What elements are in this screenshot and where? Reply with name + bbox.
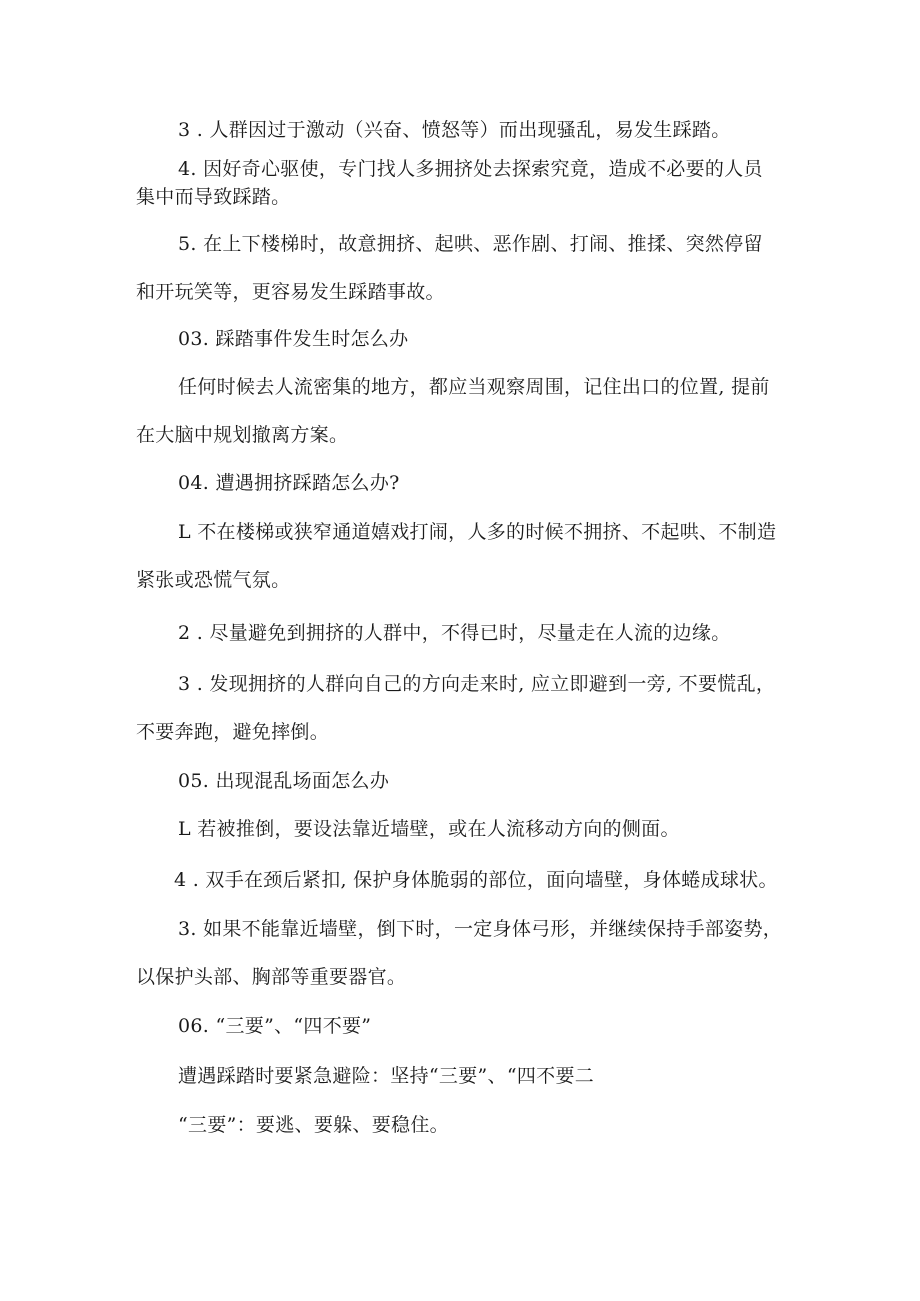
section-05-item-1: L 若被推倒，要设法靠近墙壁，或在人流移动方向的侧面。 (178, 818, 680, 840)
section-06-heading: 06. “三要”、“四不要” (178, 1015, 372, 1037)
section-05-item-3: 3. 如果不能靠近墙壁，倒下时，一定身体弓形，并继续保持手部姿势， (178, 918, 783, 940)
section-05-item-2: 4 . 双手在颈后紧扣, 保护身体脆弱的部位，面向墙壁，身体蜷成球状。 (174, 869, 778, 891)
section-04-heading: 04. 遭遇拥挤踩踏怎么办? (178, 472, 400, 494)
item-4-curiosity: 4. 因好奇心驱使，专门找人多拥挤处去探索究竟，造成不必要的人员 (178, 158, 763, 180)
item-5-stairs: 5. 在上下楼梯时，故意拥挤、起哄、恶作剧、打闹、推揉、突然停留 (178, 233, 763, 255)
item-5-stairs-cont: 和开玩笑等，更容易发生踩踏事故。 (136, 281, 445, 303)
item-4-curiosity-cont: 集中而导致踩踏。 (136, 186, 291, 208)
section-04-item-1-cont: 紧张或恐慌气氛。 (136, 569, 291, 591)
section-04-item-2: 2 . 尽量避免到拥挤的人群中，不得已时，尽量走在人流的边缘。 (178, 622, 731, 644)
section-04-item-3-cont: 不要奔跑，避免摔倒。 (136, 721, 330, 743)
item-3-excitement: 3 . 人群因过于激动（兴奋、愤怒等）而出现骚乱，易发生踩踏。 (178, 119, 731, 141)
section-04-item-1: L 不在楼梯或狭窄通道嬉戏打闹，人多的时候不拥挤、不起哄、不制造 (178, 521, 777, 543)
section-06-paragraph: 遭遇踩踏时要紧急避险：坚持“三要”、“四不要二 (178, 1065, 595, 1087)
section-03-paragraph: 任何时候去人流密集的地方，都应当观察周围，记住出口的位置, 提前 (178, 376, 770, 398)
section-04-item-3: 3 . 发现拥挤的人群向自己的方向走来时, 应立即避到一旁, 不要慌乱， (178, 673, 776, 695)
section-05-item-3-cont: 以保护头部、胸部等重要器官。 (136, 966, 407, 988)
section-03-paragraph-cont: 在大脑中规划撤离方案。 (136, 424, 349, 446)
section-05-heading: 05. 出现混乱场面怎么办 (178, 770, 390, 792)
section-03-heading: 03. 踩踏事件发生时怎么办 (178, 328, 409, 350)
three-musts-line: “三要”：要逃、要躲、要稳住。 (178, 1114, 449, 1136)
